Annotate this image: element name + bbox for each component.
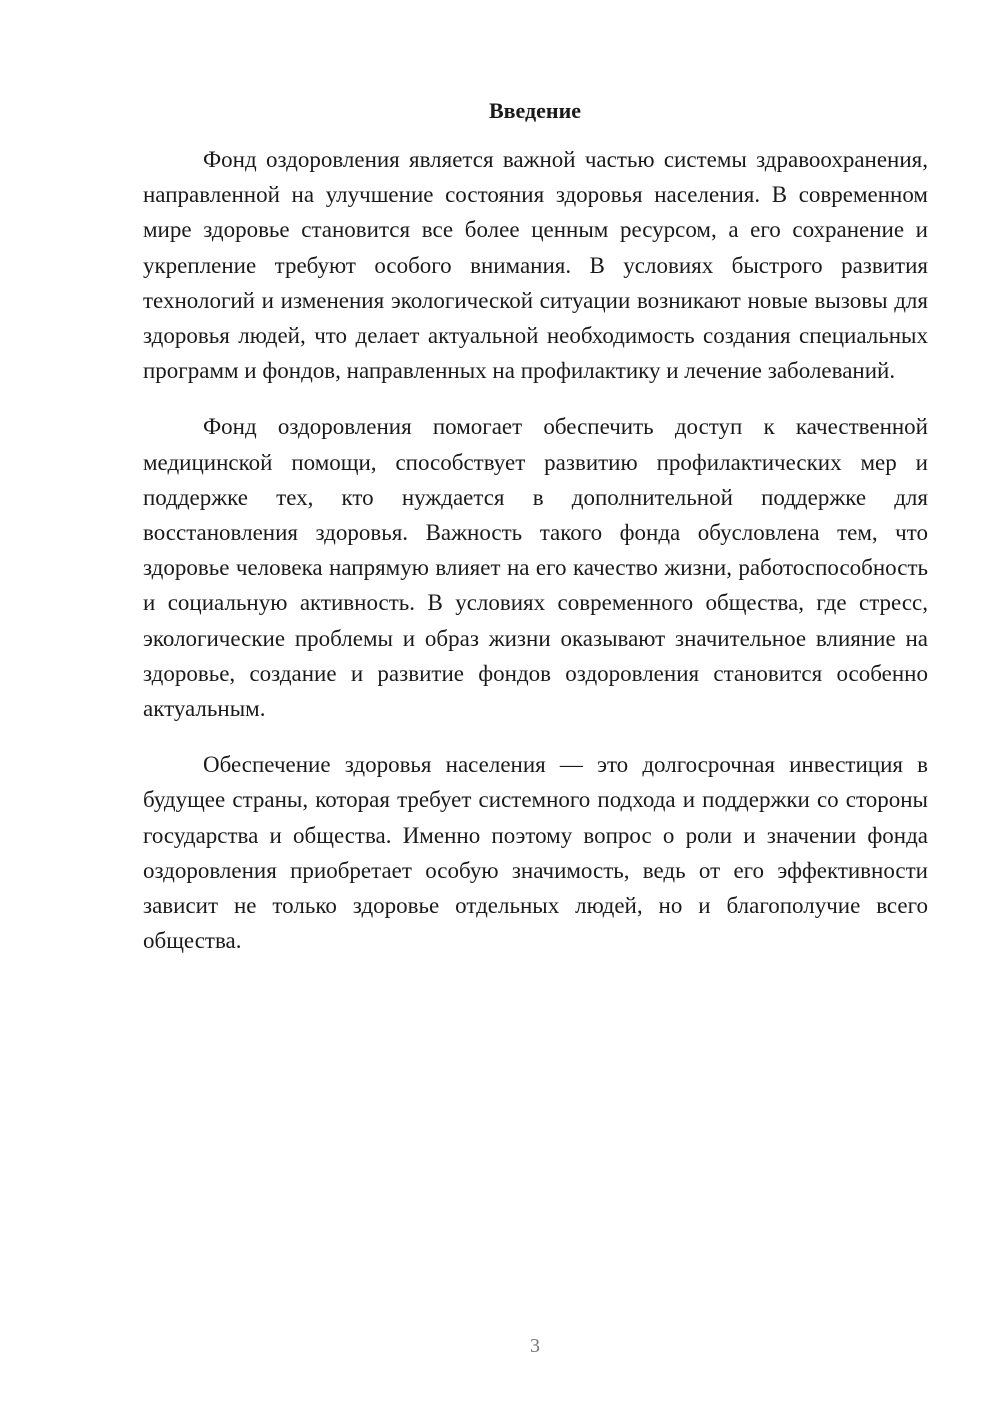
page-number: 3: [530, 1335, 540, 1357]
paragraph-2: Фонд оздоровления помогает обеспечить доступ к качественной медицинской помощи, способствует развитию профилактических мер и поддержке тех, кто нуждается в дополнительной поддержке для восстановления здоровья. Важность такого фонда обусловлена тем, что здоровье человека напрямую влияет на его качество жизни, работоспособность и социальную активность. В условиях современного общества, где стресс, экологические проблемы и образ жизни оказывают значительное влияние на здоровье, создание и развитие фондов оздоровления становится особенно актуальным.: [143, 414, 928, 722]
paragraph-3: Обеспечение здоровья населения — это долгосрочная инвестиция в будущее страны, которая требует системного подхода и поддержки со стороны государства и общества. Именно поэтому вопрос о роли и значении фонда оздоровления приобретает особую значимость, ведь от его эффективности зависит не только здоровье отдельных людей, но и благополучие всего общества.: [143, 752, 928, 954]
section-heading: Введение: [488, 98, 582, 123]
body-text: [143, 142, 928, 979]
paragraph-1: Фонд оздоровления является важной частью системы здравоохранения, направленной на улучшение состояния здоровья населения. В современном мире здоровье становится все более ценным ресурсом, а его сохранение и укрепление требуют особого внимания. В условиях быстрого развития технологий и изменения экологической ситуации возникают новые вызовы для здоровья людей, что делает актуальной необходимость создания специальных программ и фондов, направленных на профилактику и лечение заболеваний.: [143, 147, 928, 384]
